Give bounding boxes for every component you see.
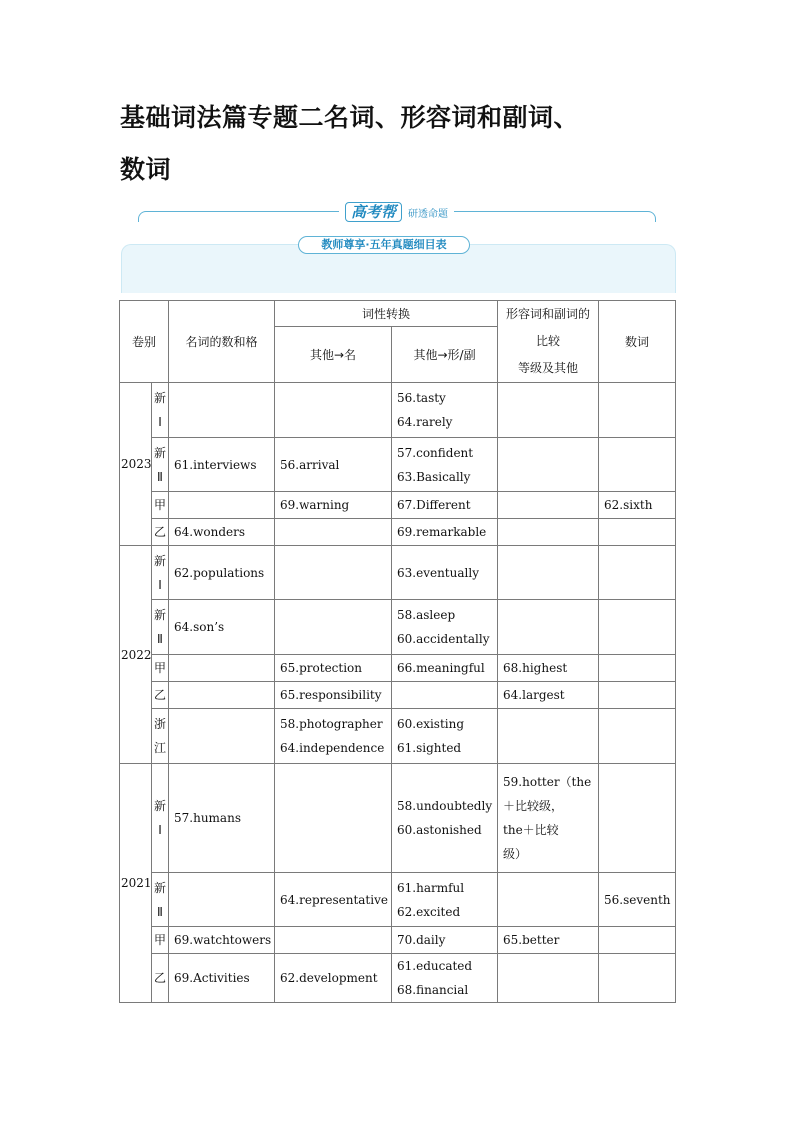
numeral-cell [599,519,676,546]
to-noun-cell [275,546,392,600]
noun-cell [169,682,275,709]
page-title [120,92,680,196]
header-other-to-noun: 其他→名 [275,327,392,383]
section-tab: 教师尊享·五年真题细目表 [298,236,470,254]
exam-cell-line: 新 [154,880,167,895]
exam-cell [152,492,169,519]
to-noun-cell [275,764,392,873]
to-adj-cell [392,600,498,655]
to-noun-cell [275,927,392,954]
header-juanbie: 卷别 [120,301,169,383]
to-noun-cell-line: 58.photographer [280,717,383,731]
to-adj-cell [392,927,498,954]
exam-cell-line: 甲 [154,933,167,947]
to-adj-cell-line: 56.tasty [397,391,446,405]
exam-cell [152,709,169,764]
to-adj-cell [392,383,498,438]
noun-cell-line: 64.wonders [174,525,246,539]
compare-cell [498,655,599,682]
table-row [120,600,676,655]
table-row [120,682,676,709]
noun-cell-line: 57.humans [174,811,241,825]
numeral-cell [599,954,676,1003]
exam-cell-line: Ⅰ [158,415,162,429]
noun-cell [169,927,275,954]
exam-cell-line: 江 [154,741,167,755]
noun-cell [169,438,275,492]
exam-cell [152,519,169,546]
table-row [120,655,676,682]
exam-cell-line: Ⅰ [158,823,162,837]
compare-cell [498,954,599,1003]
to-adj-cell-line: 58.asleep [397,608,456,622]
exam-cell-line: 新 [154,391,167,405]
to-noun-cell [275,954,392,1003]
to-noun-cell [275,873,392,927]
noun-cell-line: 64.son’s [174,620,225,634]
numeral-cell [599,682,676,709]
exam-cell-line: 浙 [154,717,167,731]
noun-cell [169,873,275,927]
compare-cell [498,682,599,709]
to-noun-cell-line: 56.arrival [280,457,340,472]
compare-cell [498,383,599,438]
exam-cell-line: 新 [154,445,167,460]
header-other-to-adj: 其他→形/副 [392,327,498,383]
to-adj-cell-line: 63.Basically [397,469,471,484]
header-compare [498,301,599,383]
table-body [120,383,676,1003]
to-adj-cell [392,873,498,927]
to-noun-cell [275,682,392,709]
exam-cell [152,438,169,492]
brand-logo [339,201,454,223]
to-adj-cell-line: 60.astonished [397,823,482,837]
to-noun-cell [275,600,392,655]
to-adj-cell-line: 61.sighted [397,741,462,755]
to-adj-cell-line: 58.undoubtedly [397,799,493,813]
exam-cell [152,655,169,682]
header-compare-line-2: 比较 [536,334,561,348]
to-adj-cell [392,655,498,682]
numeral-cell [599,927,676,954]
numeral-cell [599,655,676,682]
compare-cell-line: ＋比较级， [503,799,564,813]
title-line-2: 数词 [120,155,172,184]
title-part-1: 基础词法篇 [120,103,248,132]
to-noun-cell-line: 69.warning [280,498,350,512]
to-adj-cell-line: 57.confident [397,445,474,460]
to-adj-cell-line: 61.educated [397,959,473,973]
to-adj-cell-line: 66.meaningful [397,661,485,675]
table-row [120,383,676,438]
to-noun-cell [275,492,392,519]
header-noun: 名词的数和格 [169,301,275,383]
compare-cell [498,873,599,927]
to-noun-cell [275,655,392,682]
exam-cell-line: 新 [154,608,167,622]
exam-cell-line: 新 [154,799,167,813]
compare-cell-line: 68.highest [503,661,568,675]
table-row [120,873,676,927]
exam-cell [152,600,169,655]
to-adj-cell [392,438,498,492]
compare-cell-line: the＋比较 [503,823,559,837]
to-adj-cell-line: 69.remarkable [397,525,487,539]
table-row [120,546,676,600]
header-numeral: 数词 [599,301,676,383]
numeral-cell [599,873,676,927]
to-adj-cell-line: 60.existing [397,717,465,731]
numeral-cell [599,709,676,764]
noun-cell [169,519,275,546]
table-row [120,519,676,546]
exam-cell [152,927,169,954]
noun-cell-line: 62.populations [174,565,265,580]
compare-cell [498,492,599,519]
compare-cell [498,546,599,600]
exam-cell [152,764,169,873]
exam-cell-line: 乙 [154,525,167,539]
year-cell: 2021 [120,764,152,1003]
table-row [120,764,676,873]
to-noun-cell [275,383,392,438]
noun-cell [169,655,275,682]
to-noun-cell-line: 65.responsibility [280,688,382,702]
to-adj-cell-line: 70.daily [397,933,446,947]
to-adj-cell-line: 67.Different [397,498,471,512]
brand-name: 高考帮 [345,202,402,222]
title-part-2: 专题二 [247,103,325,132]
brand-banner [138,200,656,224]
compare-cell-line: 59.hotter（the [503,775,592,789]
header-compare-line-3: 等级及其他 [518,361,579,375]
compare-cell-line: 65.better [503,933,560,947]
exam-cell-line: 甲 [154,661,167,675]
table-row [120,492,676,519]
to-adj-cell [392,764,498,873]
exam-cell-line: Ⅱ [157,632,163,646]
exam-cell-line: 乙 [154,688,167,702]
to-adj-cell [392,492,498,519]
noun-cell [169,709,275,764]
table-row [120,709,676,764]
exam-cell-line: 乙 [154,971,167,985]
table-row [120,954,676,1003]
noun-cell-line: 61.interviews [174,457,257,472]
exam-cell [152,383,169,438]
noun-cell [169,492,275,519]
to-noun-cell [275,709,392,764]
numeral-cell-line: 56.seventh [604,892,671,907]
compare-cell [498,709,599,764]
exam-cell [152,873,169,927]
numeral-cell [599,764,676,873]
table-row [120,438,676,492]
year-cell: 2022 [120,546,152,764]
compare-cell-line: 64.largest [503,688,565,702]
noun-cell [169,954,275,1003]
numeral-cell [599,492,676,519]
to-noun-cell-line: 62.development [280,971,378,985]
compare-cell [498,600,599,655]
numeral-cell [599,600,676,655]
exam-cell-line: Ⅰ [158,577,162,592]
to-adj-cell [392,682,498,709]
compare-cell [498,764,599,873]
noun-cell-line: 69.watchtowers [174,933,272,947]
numeral-cell [599,546,676,600]
to-noun-cell-line: 65.protection [280,661,362,675]
title-part-3: 名词、形容词和副词、 [324,103,580,132]
exam-cell-line: 新 [154,553,167,568]
noun-cell [169,764,275,873]
noun-cell-line: 69.Activities [174,971,250,985]
table-row [120,927,676,954]
to-adj-cell-line: 68.financial [397,983,469,997]
to-adj-cell [392,709,498,764]
exam-cell [152,546,169,600]
noun-cell [169,383,275,438]
to-adj-cell-line: 61.harmful [397,880,465,895]
header-cixing: 词性转换 [275,301,498,327]
compare-cell-line: 级） [503,847,528,861]
numeral-cell [599,438,676,492]
compare-cell [498,927,599,954]
to-noun-cell-line: 64.independence [280,741,385,755]
exam-cell [152,954,169,1003]
to-noun-cell [275,438,392,492]
to-adj-cell-line: 63.eventually [397,565,479,580]
to-adj-cell-line: 64.rarely [397,415,453,429]
to-noun-cell [275,519,392,546]
to-noun-cell-line: 64.representative [280,892,388,907]
to-adj-cell [392,546,498,600]
exam-breakdown-table [119,300,676,1003]
exam-cell-line: 甲 [154,498,167,512]
noun-cell [169,546,275,600]
to-adj-cell-line: 62.excited [397,904,461,919]
compare-cell [498,519,599,546]
to-adj-cell [392,954,498,1003]
to-adj-cell [392,519,498,546]
exam-cell-line: Ⅱ [157,904,163,919]
exam-cell-line: Ⅱ [157,469,163,484]
noun-cell [169,600,275,655]
compare-cell [498,438,599,492]
numeral-cell-line: 62.sixth [604,498,653,512]
year-cell: 2023 [120,383,152,546]
header-compare-line-1: 形容词和副词的 [506,307,591,321]
numeral-cell [599,383,676,438]
exam-cell [152,682,169,709]
brand-subtitle: 研透命题 [408,208,449,220]
to-adj-cell-line: 60.accidentally [397,632,490,646]
